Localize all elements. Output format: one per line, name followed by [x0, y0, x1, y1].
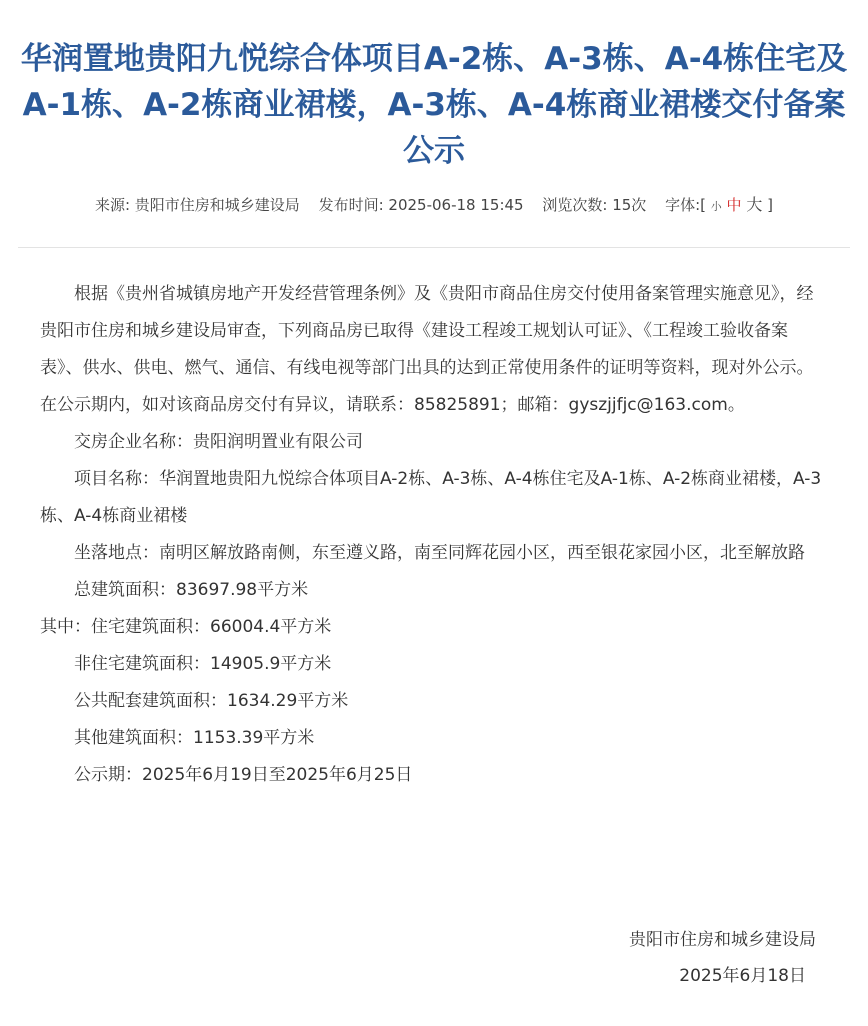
residential-area-line: 其中：住宅建筑面积：66004.4平方米: [40, 617, 332, 637]
company-line: 交房企业名称：贵阳润明置业有限公司: [74, 432, 363, 452]
non-residential-area-line: 非住宅建筑面积：14905.9平方米: [74, 654, 332, 674]
article-meta: [0, 192, 868, 215]
font-label: 字体:[: [665, 196, 706, 214]
font-large-button[interactable]: 大: [746, 195, 763, 214]
source-text: 来源: 贵阳市住房和城乡建设局: [94, 196, 300, 214]
other-area-line: 其他建筑面积：1153.39平方米: [74, 728, 315, 748]
total-area-line: 总建筑面积：83697.98平方米: [74, 580, 309, 600]
period-line: 公示期：2025年6月19日至2025年6月25日: [74, 765, 413, 785]
font-small-button[interactable]: 小: [710, 200, 722, 213]
font-close: ]: [767, 196, 773, 214]
publish-time: 发布时间: 2025-06-18 15:45: [318, 196, 524, 214]
view-count: 浏览次数: 15次: [542, 196, 647, 214]
signature-date: 2025年6月18日: [679, 966, 806, 986]
article-body: [0, 248, 868, 794]
location-line: 坐落地点：南明区解放路南侧，东至遵义路，南至同辉花园小区，西至银花家园小区，北至解放路: [74, 543, 805, 563]
public-area-line: 公共配套建筑面积：1634.29平方米: [74, 691, 349, 711]
article-title: 华润置地贵阳九悦综合体项目A-2栋、A-3栋、A-4栋住宅及A-1栋、A-2栋商业裙楼，A-3栋、A-4栋商业裙楼交付备案公示: [20, 41, 848, 169]
font-size-control: [665, 192, 773, 215]
signature: 贵阳市住房和城乡建设局: [629, 930, 816, 950]
font-medium-button[interactable]: 中: [726, 196, 742, 214]
project-line: 项目名称：华润置地贵阳九悦综合体项目A-2栋、A-3栋、A-4栋住宅及A-1栋、A-2栋商业裙楼，A-3栋、A-4栋商业裙楼: [40, 469, 822, 526]
intro-paragraph: 根据《贵州省城镇房地产开发经营管理条例》及《贵阳市商品住房交付使用备案管理实施意见》，经贵阳市住房和城乡建设局审查，下列商品房已取得《建设工程竣工规划认可证》、《工程竣工验收备案表》、供水、供电、燃气、通信、有线电视等部门出具的达到正常使用条件的证明等资料，现对外公示。在公示期内，如对该商品房交付有异议，请联系：85825891；邮箱：gyszjjfjc@163.com。: [40, 284, 814, 415]
